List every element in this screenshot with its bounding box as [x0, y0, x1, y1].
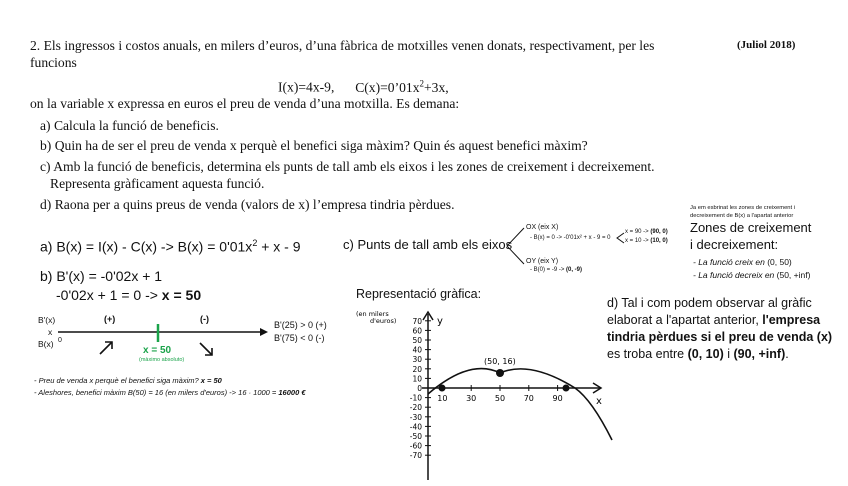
graph-y-axis-caption-line1: (en milers [356, 310, 389, 318]
ox-equation: - B(x) = 0 -> -0'01x² + x - 9 = 0 [530, 235, 611, 241]
graph-y-axis-caption-line2: d'euros) [370, 317, 397, 325]
y-tick-label: -50 [409, 432, 422, 441]
y-tick-label: -20 [409, 403, 422, 413]
item-c-line1: c) Amb la funció de beneficis, determina els punts de tall amb els eixos i les zones de creixement i decreixement. [40, 159, 655, 174]
x-tick-label: 70 [523, 394, 534, 403]
sign-chart-test-negative: B'(75) < 0 (-) [274, 333, 325, 343]
item-b: b) Quin ha de ser el preu de venda x perquè el benefici siga màxim? Quin és aquest benefici màxim? [40, 138, 588, 153]
zone-increasing: - La funció creix en (0, 50) [693, 257, 792, 267]
zones-title-line1: Zones de creixement [690, 220, 812, 235]
source-label: (Juliol 2018) [737, 39, 796, 51]
formula-income: I(x)=4x-9, [278, 79, 335, 95]
oy-label: OY (eix Y) [526, 258, 559, 265]
y-tick-label: -10 [409, 393, 422, 403]
graph-y-label: y [437, 316, 443, 327]
zone-decreasing: - La funció decreix en (50, +inf) [693, 270, 811, 280]
problem-intro-line1: 2. Els ingressos i costos anuals, en milers d’euros, d’una fàbrica de motxilles venen donats, respectivament, per les [30, 38, 655, 53]
zones-note-line1: Ja em esbrinat les zones de creixement i [690, 205, 796, 211]
sign-chart-test-positive: B'(25) > 0 (+) [274, 320, 327, 330]
answer-d-line2: elaborat a l'apartat anterior, l'empresa [607, 313, 821, 327]
answer-b-line2: -0'02x + 1 = 0 -> x = 50 [56, 287, 202, 303]
answer-d-line1: d) Tal i com podem observar al gràfic [607, 296, 812, 310]
y-tick-label: 20 [412, 364, 422, 374]
formula-cost: $C(x)=0’01x^2+3x$, [355, 78, 449, 95]
sign-chart-critical-point: x = 50 [143, 345, 172, 356]
y-tick-label: 30 [412, 355, 422, 365]
sign-chart-derivative-label: B'(x) [38, 315, 56, 325]
root-point-10 [439, 385, 446, 392]
x-tick-label: 10 [437, 394, 448, 403]
answer-c-title: c) Punts de tall amb els eixos [343, 237, 513, 252]
y-tick-label: -70 [409, 451, 422, 461]
zones-note-line2: decreixement de B(x) a l'apartat anterior [690, 213, 794, 219]
y-tick-label: 10 [412, 374, 422, 384]
graph-title: Representació gràfica: [356, 287, 482, 301]
item-d: d) Raona per a quins preus de venda (valors de x) l’empresa tindria pèrdues. [40, 197, 455, 212]
problem-intro-line2: funcions [30, 55, 77, 70]
graph-x-tick-labels [437, 394, 562, 403]
ox-root-90: x = 90 -> (90, 0) [625, 229, 668, 235]
x-tick-label: 30 [466, 394, 477, 403]
answer-d-line3: tindria pèrdues si el preu de venda (x) [607, 330, 833, 344]
sign-chart-zero: 0 [58, 337, 62, 344]
sign-chart-max-note: (màximo absoluto) [139, 357, 185, 363]
root-point-90 [563, 385, 570, 392]
note-max-benefit: - Aleshores, benefici màxim B(50) = 16 (en milers d'euros) -> 16 · 1000 = 16000 € [34, 388, 306, 397]
sign-chart-minus: (-) [200, 314, 209, 324]
item-a: a) Calcula la funció de beneficis. [40, 118, 219, 133]
y-tick-label: -60 [409, 441, 422, 451]
answer-b-line1: b) B'(x) = -0'02x + 1 [40, 268, 163, 284]
y-tick-label: 70 [412, 316, 422, 326]
problem-statement: on la variable x expressa en euros el preu de venda d’una motxilla. Es demana: [30, 96, 460, 111]
y-tick-label: 40 [412, 345, 422, 355]
x-tick-label: 90 [552, 394, 563, 403]
oy-equation: - B(0) = -9 -> (0, -9) [530, 267, 583, 273]
sign-chart-function-label: B(x) [38, 339, 54, 349]
vertex-label: (50, 16) [484, 357, 516, 366]
graph-x-label: x [596, 396, 602, 407]
zones-title-line2: i decreixement: [690, 237, 779, 252]
y-tick-label: 60 [412, 326, 422, 336]
y-tick-label: -40 [409, 422, 422, 432]
parabola-curve [428, 369, 612, 440]
note-max-price: - Preu de venda x perquè el benefici siga màxim? x = 50 [34, 376, 222, 385]
sign-chart-x-label: x [48, 327, 53, 337]
y-tick-label: -30 [409, 412, 422, 422]
ox-label: OX (eix X) [526, 224, 559, 231]
x-tick-label: 50 [494, 394, 506, 403]
item-c-line2: Representa gràficament aquesta funció. [50, 176, 265, 191]
y-tick-label: 50 [412, 336, 422, 345]
answer-d-line4: es troba entre (0, 10) i (90, +inf). [607, 347, 789, 361]
vertex-point [496, 369, 504, 377]
ox-root-10: x = 10 -> (10, 0) [625, 238, 668, 244]
y-tick-label: 0 [417, 384, 422, 393]
graph-y-tick-labels [410, 317, 422, 460]
answer-a: a) $B(x) = I(x) - C(x) -> B(x) = 0'01x^2 + x - 9$ [40, 238, 301, 255]
sign-chart-plus: (+) [104, 314, 116, 324]
